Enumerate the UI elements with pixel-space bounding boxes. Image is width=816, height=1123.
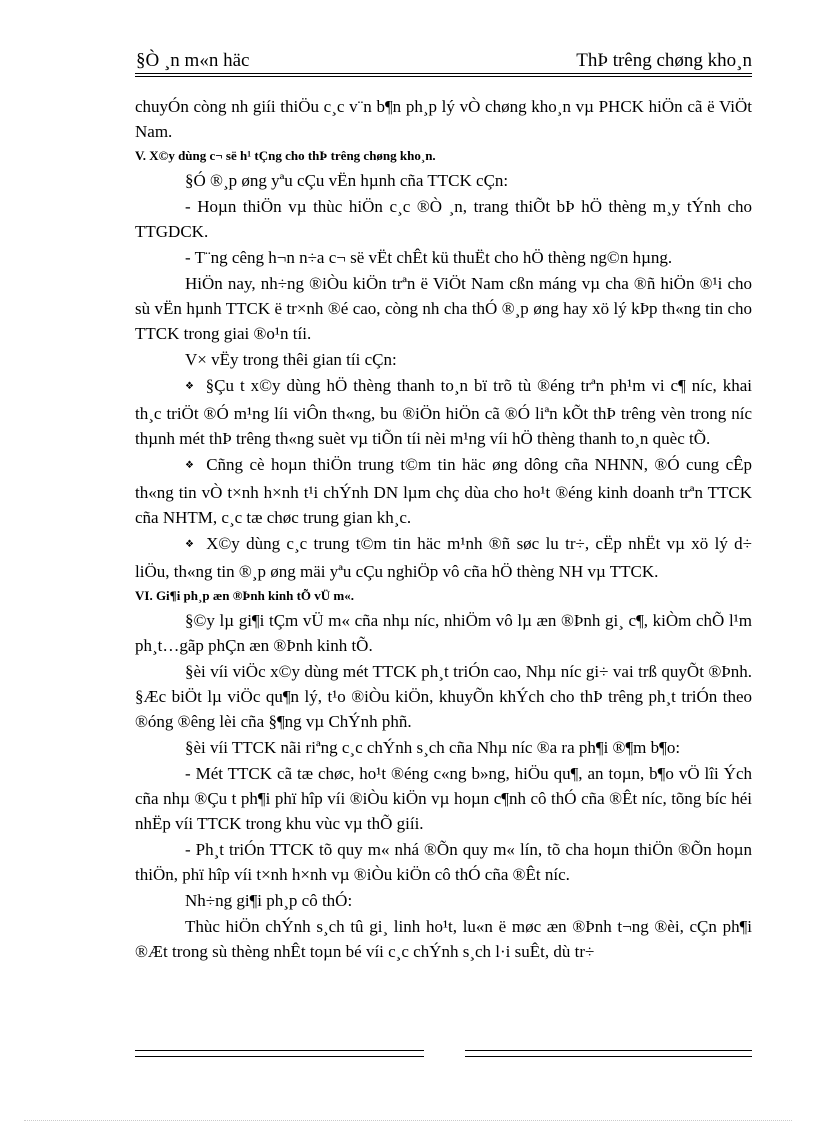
paragraph: chuyÓn còng nh giíi thiÖu c¸c v¨n b¶n ph¸p lý vÒ chøng kho¸n vµ PHCK hiÖn cã ë ViÖt Nam. — [135, 97, 752, 141]
page-footer — [135, 1050, 752, 1058]
footer-rule-right — [465, 1050, 752, 1057]
paragraph: §èi víi TTCK nãi riªng c¸c chÝnh s¸ch cña Nhµ níc ®a ra ph¶i ®¶m b¶o: — [185, 738, 681, 757]
section-heading-vi: VI. Gi¶i ph¸p æn ®Þnh kinh tÕ vÜ m«. — [135, 588, 355, 603]
paragraph: §©y lµ gi¶i tÇm vÜ m« cña nhµ níc, nhiÖm vô lµ æn ®Þnh gi¸ c¶, kiÒm chÕ l¹m ph¸t…gãp phÇn æn ®Þnh kinh tÕ. — [135, 611, 752, 655]
header-rule-top — [135, 73, 752, 74]
bullet-item — [135, 373, 752, 451]
bullet-text: X©y dùng c¸c trung t©m tin häc m¹nh ®ñ søc lu tr÷, cËp nhËt vµ xö lý d÷ liÖu, th«ng tin ®¸p øng mäi yªu cÇu nghiÖp vô cña hÖ thèng NH vµ TTCK. — [135, 534, 753, 581]
section-heading-v: V. X©y dùng c¬ së h¹ tÇng cho thÞ trêng chøng kho¸n. — [135, 148, 436, 163]
paragraph: - Ph¸t triÓn TTCK tõ quy m« nhá ®Õn quy m« lín, tõ cha hoµn thiÖn ®Õn hoµn thiÖn, phï hîp víi t×nh h×nh vµ ®iÒu kiÖn cô thÓ cña ®Êt níc. — [135, 840, 752, 884]
document-body — [135, 94, 752, 965]
paragraph: Nh÷ng gi¶i ph¸p cô thÓ: — [185, 891, 353, 910]
paragraph: - T¨ng cêng h¬n n÷a c¬ së vËt chÊt kü thuËt cho hÖ thèng ng©n hµng. — [185, 248, 673, 267]
page-header — [135, 48, 752, 78]
paragraph: V× vËy trong thêi gian tíi cÇn: — [185, 350, 397, 369]
paragraph: - Hoµn thiÖn vµ thùc hiÖn c¸c ®Ò ¸n, trang thiÕt bÞ hÖ thèng m¸y tÝnh cho TTGDCK. — [135, 197, 752, 241]
diamond-bullet-icon: ❖ — [185, 539, 197, 550]
header-rule-bottom — [135, 76, 752, 77]
header-topic-title: ThÞ trêng chøng kho¸n — [576, 50, 752, 71]
paragraph: §èi víi viÖc x©y dùng mét TTCK ph¸t triÓn cao, Nhµ níc gi÷ vai trß quyÕt ®Þnh. §Æc biÖt lµ viÖc qu¶n lý, t¹o ®iÒu kiÖn, khuyÕn khÝch cho thÞ trêng ph¸t triÓn theo ®óng ®êng lèi cña §¶ng vµ ChÝnh phñ. — [135, 662, 752, 731]
paragraph: - Mét TTCK cã tæ chøc, ho¹t ®éng c«ng b»ng, hiÖu qu¶, an toµn, b¶o vÖ lîi Ých cña nhµ ®Çu t ph¶i phï hîp víi ®iÒu kiÖn vµ hoµn c¶nh cô thÓ cña ®Êt níc, tõng bíc héi nhËp víi TTCK trong khu vùc vµ thÕ giíi. — [135, 764, 752, 833]
bullet-text: Cñng cè hoµn thiÖn trung t©m tin häc øng dông cña NHNN, ®Ó cung cÊp th«ng tin vÒ t×nh h×nh t¹i chÝnh DN lµm chç dùa cho ho¹t ®éng kinh doanh trªn TTCK cña NHTM, c¸c tæ chøc trung gian kh¸c. — [135, 455, 752, 527]
diamond-bullet-icon: ❖ — [185, 381, 196, 392]
bullet-item — [135, 531, 752, 584]
paragraph: Thùc hiÖn chÝnh s¸ch tû gi¸ linh ho¹t, lu«n ë møc æn ®Þnh t¬ng ®èi, cÇn ph¶i ®Æt trong sù thèng nhÊt toµn bé víi c¸c chÝnh s¸ch l·i suÊt, dù tr÷ — [135, 917, 752, 961]
header-course-title: §Ò ¸n m«n häc — [136, 50, 250, 71]
footer-rule-left — [135, 1050, 424, 1057]
bullet-text: §Çu t x©y dùng hÖ thèng thanh to¸n bï trõ tù ®éng trªn ph¹m vi c¶ níc, khai th¸c triÖt ®Ó m¹ng líi viÔn th«ng, bu ®iÖn hiÖn cã ®Ó liªn kÕt thÞ trêng vèn trong níc thµnh mét thÞ trêng th«ng suèt vµ tiÕn tíi nèi m¹ng víi hÖ thèng thanh to¸n quèc tÕ. — [135, 376, 752, 448]
page-bottom-dotted-rule — [24, 1120, 792, 1121]
diamond-bullet-icon: ❖ — [185, 460, 197, 471]
bullet-item — [135, 452, 752, 530]
paragraph: §Ó ®¸p øng yªu cÇu vËn hµnh cña TTCK cÇn: — [185, 171, 509, 190]
paragraph: HiÖn nay, nh÷ng ®iÒu kiÖn trªn ë ViÖt Nam cßn máng vµ cha ®ñ hiÖn ®¹i cho sù vËn hµnh TTCK ë tr×nh ®é cao, còng nh cha thÓ ®¸p øng hay xö lý kÞp th«ng tin cho TTCK trong giai ®o¹n tíi. — [135, 274, 752, 343]
